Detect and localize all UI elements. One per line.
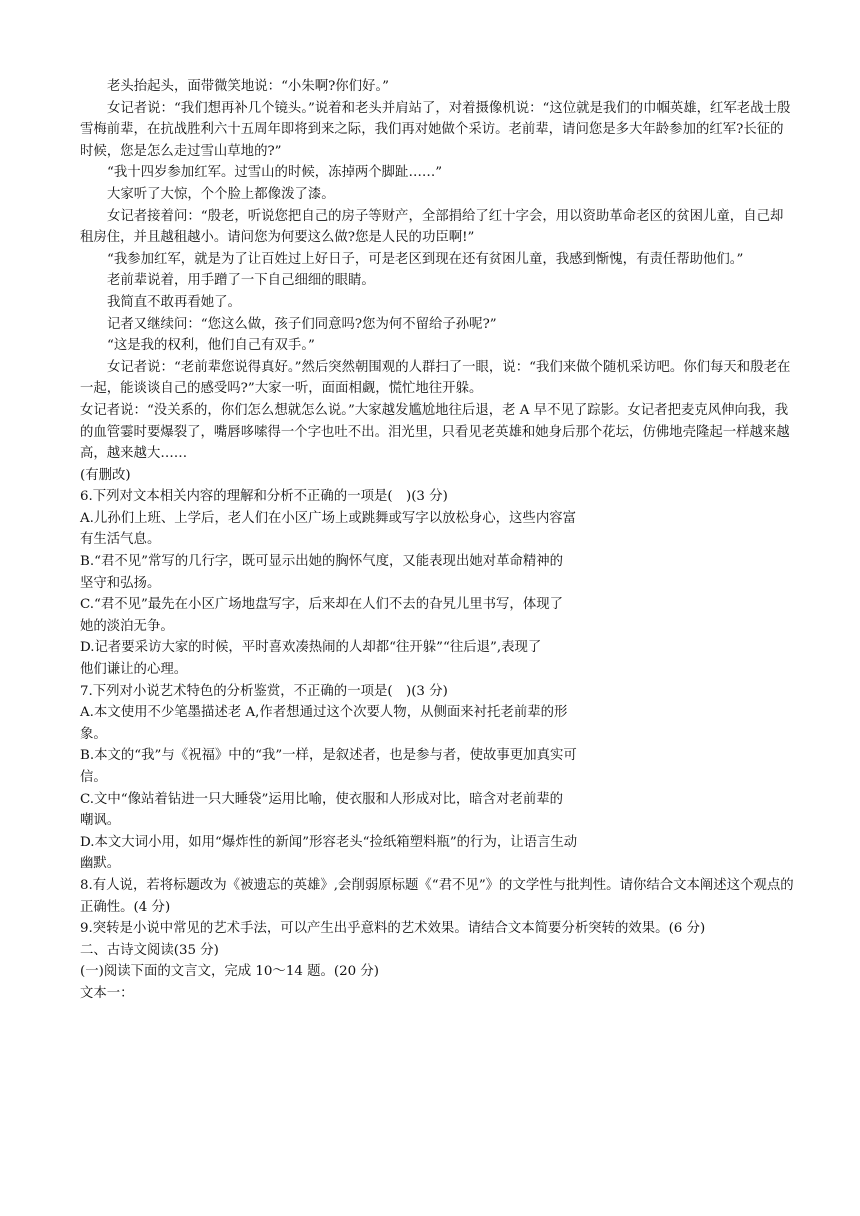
subsection-heading: (一)阅读下面的文言文，完成 10～14 题。(20 分) [80, 964, 380, 980]
story-paragraph: 记者又继续问：“您这么做，孩子们同意吗?您为何不留给子孙呢?” [107, 316, 497, 332]
story-paragraph: 女记者说：“老前辈您说得真好。”然后突然朝围观的人群扫了一眼，说：“我们来做个随机采访吧。你们每天和殷老在一起，能谈谈自己的感受吗?”大家一听，面面相觑，慌忙地往开躲。 [80, 359, 791, 397]
story-paragraph: “我十四岁参加红军。过雪山的时候，冻掉两个脚趾……” [107, 165, 443, 181]
option-b-line-2: 信。 [80, 770, 107, 785]
option-d-line-1: D.记者要采访大家的时候，平时喜欢凑热闹的人却都“往开躲”“往后退”,表现了 [80, 640, 542, 656]
option-a-line-2: 象。 [80, 726, 107, 742]
option-b-line-1: B.“君不见”常写的几行字，既可显示出她的胸怀气度，又能表现出她对革命精神的 [80, 554, 564, 570]
question-7 [80, 681, 795, 875]
option-a-line-2: 有生活气息。 [80, 532, 161, 548]
option-d-line-2: 幽默。 [80, 856, 121, 872]
question-6 [80, 486, 795, 680]
document-page [80, 76, 795, 1005]
option-d-line-1: D.本文大词小用，如用“爆炸性的新闻”形容老头“捡纸箱塑料瓶”的行为，让语言生动 [80, 834, 578, 850]
source-note: (有删改) [80, 467, 131, 483]
option-d-line-2: 他们谦让的心理。 [80, 662, 188, 678]
story-paragraph: 老前辈说着，用手蹭了一下自己细细的眼睛。 [107, 273, 375, 289]
option-c-line-1: C.文中“像站着钻进一只大睡袋”运用比喻，使衣服和人形成对比，暗含对老前辈的 [80, 791, 563, 807]
option-b-line-2: 坚守和弘扬。 [80, 575, 161, 591]
option-a-line-1: A.儿孙们上班、上学后，老人们在小区广场上或跳舞或写字以放松身心，这些内容富 [80, 510, 576, 526]
section-heading: 二、古诗文阅读(35 分) [80, 942, 219, 958]
question-stem: 7.下列对小说艺术特色的分析鉴赏，不正确的一项是( )(3 分) [80, 683, 448, 699]
text-label: 文本一： [80, 985, 134, 1001]
option-c-line-1: C.“君不见”最先在小区广场地盘写字，后来却在人们不去的旮旯儿里书写，体现了 [80, 597, 563, 613]
story-paragraph: 大家听了大惊，个个脸上都像泼了漆。 [107, 186, 335, 202]
option-b-line-1: B.本文的“我”与《祝福》中的“我”一样，是叙述者，也是参与者，使故事更加真实可 [80, 748, 577, 764]
option-c-line-2: 她的淡泊无争。 [80, 618, 174, 634]
story-paragraph: 女记者说：“我们想再补几个镜头。”说着和老头并肩站了，对着摄像机说：“这位就是我们的巾帼英雄，红军老战士殷雪梅前辈，在抗战胜利六十五周年即将到来之际，我们再对她做个采访。老前辈，请问您是多大年龄参加的红军?长征的时候，您是怎么走过雪山草地的?” [80, 100, 791, 159]
story-paragraph: “这是我的权利，他们自己有双手。” [107, 338, 315, 354]
option-c-line-2: 嘲讽。 [80, 813, 121, 829]
story-paragraph: 女记者说：“没关系的，你们怎么想就怎么说。”大家越发尴尬地往后退，老 A 早不见了踪影。女记者把麦克风伸向我，我的血管霎时要爆裂了，嘴唇哆嗦得一个字也吐不出。泪光里，只看见老英雄和她身后那个花坛，仿佛地壳隆起一样越来越高，越来越大…… [80, 402, 790, 462]
story-paragraph: 我简直不敢再看她了。 [107, 294, 241, 310]
story-paragraph: 女记者接着问：“殷老，听说您把自己的房子等财产，全部捐给了红十字会，用以资助革命老区的贫困儿童，自己却租房住，并且越租越小。请问您为何要这么做?您是人民的功臣啊!” [80, 208, 784, 246]
option-a-line-1: A.本文使用不少笔墨描述老 A,作者想通过这个次要人物，从侧面来衬托老前辈的形 [80, 705, 568, 721]
story-paragraph: 老头抬起头，面带微笑地说：“小朱啊?你们好。” [107, 79, 389, 94]
story-paragraph: “我参加红军，就是为了让百姓过上好日子，可是老区到现在还有贫困儿童，我感到惭愧，有责任帮助他们。” [107, 251, 744, 267]
question-9: 9.突转是小说中常见的艺术手法，可以产生出乎意料的艺术效果。请结合文本简要分析突转的效果。(6 分) [80, 921, 706, 937]
question-8: 8.有人说，若将标题改为《被遗忘的英雄》,会削弱原标题《“君不见”》的文学性与批判性。请你结合文本阐述这个观点的正确性。(4 分) [80, 877, 794, 915]
question-stem: 6.下列对文本相关内容的理解和分析不正确的一项是( )(3 分) [80, 489, 448, 505]
